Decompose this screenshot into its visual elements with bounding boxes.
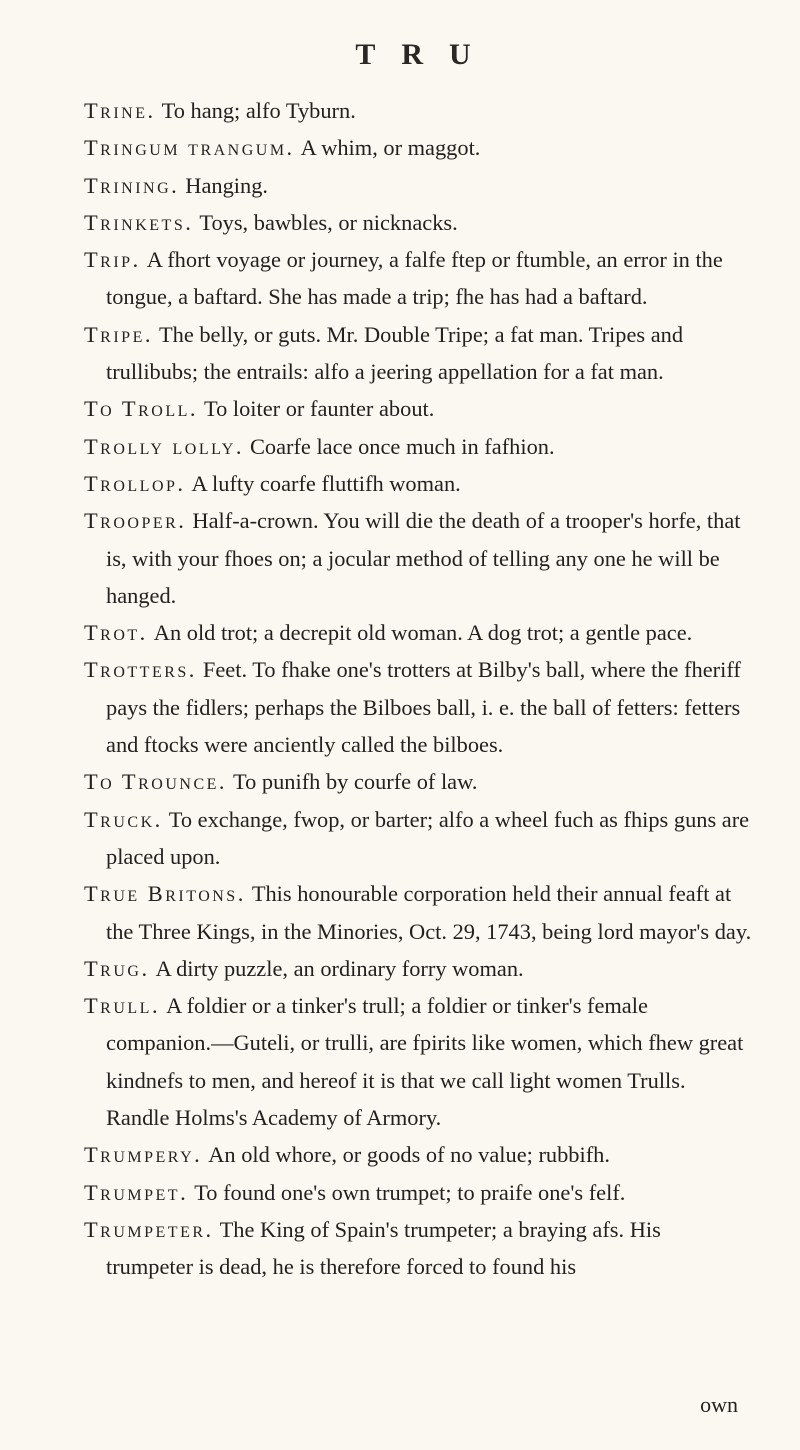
- dictionary-entry: [84, 316, 752, 391]
- dictionary-entry: [84, 428, 752, 465]
- entry-definition: To hang; alfo Tyburn.: [161, 98, 356, 123]
- entry-list: [84, 92, 752, 1286]
- dictionary-entry: [84, 92, 752, 129]
- entry-definition: An old whore, or goods of no value; rubbifh.: [208, 1142, 610, 1168]
- entry-definition: A dirty puzzle, an ordinary forry woman.: [155, 955, 524, 981]
- entry-headword: Trooper.: [84, 508, 187, 534]
- entry-definition: The belly, or guts. Mr. Double Tripe; a fat man. Tripes and trullibubs; the entrails: alfo a jeering appellation for a fat man.: [106, 321, 684, 385]
- entry-headword: Trinkets.: [84, 209, 194, 235]
- dictionary-entry: [84, 1136, 752, 1173]
- entry-headword: Trine.: [84, 98, 156, 123]
- catchword: own: [700, 1392, 738, 1417]
- entry-definition: Half-a-crown. You will die the death of a trooper's horfe, that is, with your fhoes on; a jocular method of telling any one he will be hanged.: [106, 508, 741, 608]
- dictionary-entry: [84, 987, 752, 1136]
- dictionary-entry: [84, 390, 752, 427]
- entry-definition: A foldier or a tinker's trull; a foldier or tinker's female companion.—Guteli, or trulli, are fpirits like women, which fhew great kindnefs to men, and hereof it is that we call light women Trulls. Randle Holms's Academy of Armory.: [106, 993, 744, 1131]
- entry-headword: To Trounce.: [84, 769, 227, 795]
- entry-headword: Trollop.: [84, 470, 186, 496]
- entry-headword: To Troll.: [84, 396, 198, 422]
- entry-headword: Truck.: [84, 806, 163, 832]
- dictionary-entry: [84, 1211, 752, 1286]
- dictionary-entry: [84, 129, 752, 166]
- running-header: TRU: [355, 38, 497, 71]
- dictionary-entry: [84, 204, 752, 241]
- entry-headword: Trug.: [84, 955, 150, 981]
- dictionary-entry: [84, 465, 752, 502]
- dictionary-entry: [84, 801, 752, 876]
- entry-definition: The King of Spain's trumpeter; a braying afs. His trumpeter is dead, he is therefore forced to found his: [106, 1216, 661, 1280]
- dictionary-entry: [84, 875, 752, 950]
- entry-headword: Trumpery.: [84, 1142, 203, 1168]
- dictionary-entry: [84, 651, 752, 763]
- entry-headword: Trining.: [84, 172, 180, 198]
- entry-definition: Toys, bawbles, or nicknacks.: [199, 209, 458, 235]
- entry-headword: Trolly lolly.: [84, 433, 244, 459]
- entry-definition: A lufty coarfe fluttifh woman.: [191, 470, 461, 496]
- entry-definition: To found one's own trumpet; to praife one's felf.: [194, 1179, 626, 1205]
- dictionary-entry: [84, 763, 752, 800]
- entry-definition: A whim, or maggot.: [300, 135, 481, 161]
- entry-headword: Trot.: [84, 620, 148, 646]
- entry-headword: Trumpeter.: [84, 1216, 214, 1242]
- entry-definition: To exchange, fwop, or barter; alfo a wheel fuch as fhips guns are placed upon.: [106, 806, 750, 869]
- entry-headword: Trip.: [84, 247, 141, 273]
- entry-definition: Hanging.: [185, 172, 268, 198]
- entry-definition: A fhort voyage or journey, a falfe ftep or ftumble, an error in the tongue, a baftard. She has made a trip; fhe has had a baftard.: [106, 247, 723, 310]
- dictionary-entry: [84, 167, 752, 204]
- entry-headword: Trumpet.: [84, 1179, 189, 1205]
- dictionary-entry: [84, 502, 752, 614]
- dictionary-entry: [84, 241, 752, 316]
- entry-definition: To loiter or faunter about.: [203, 396, 435, 422]
- entry-headword: Trull.: [84, 993, 161, 1019]
- entry-headword: True Britons.: [84, 881, 246, 907]
- entry-headword: Tringum trangum.: [84, 135, 295, 161]
- dictionary-entry: [84, 1174, 752, 1211]
- dictionary-entry: [84, 614, 752, 651]
- entry-headword: Tripe.: [84, 321, 153, 347]
- entry-definition: To punifh by courfe of law.: [232, 769, 478, 795]
- entry-definition: Feet. To fhake one's trotters at Bilby's ball, where the fheriff pays the fidlers; perhaps the Bilboes ball, i. e. the ball of fetters: fetters and ftocks were anciently called the bilboes.: [106, 657, 741, 758]
- dictionary-entry: [84, 950, 752, 987]
- entry-headword: Trotters.: [84, 657, 197, 683]
- entry-definition: Coarfe lace once much in fafhion.: [249, 433, 555, 459]
- entry-definition: This honourable corporation held their annual feaft at the Three Kings, in the Minories, Oct. 29, 1743, being lord mayor's day.: [106, 881, 752, 944]
- entry-definition: An old trot; a decrepit old woman. A dog trot; a gentle pace.: [153, 620, 693, 646]
